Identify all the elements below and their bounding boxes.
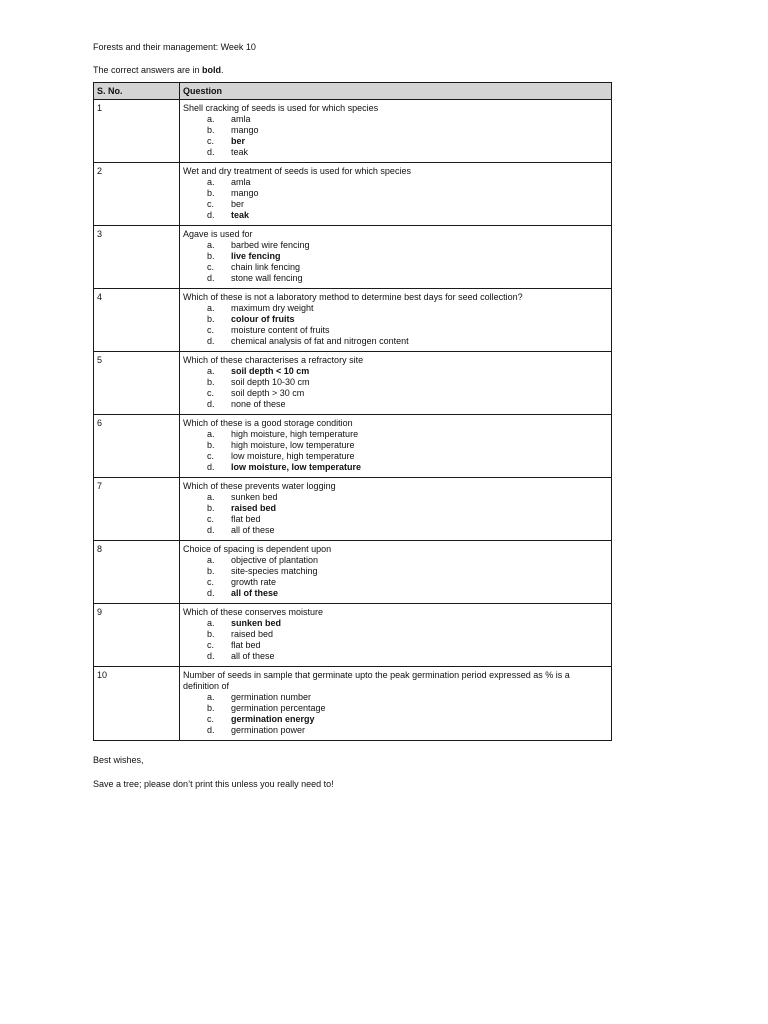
option-letter: b. xyxy=(207,377,215,387)
question-row xyxy=(94,226,612,289)
question-text: Shell cracking of seeds is used for which species xyxy=(183,103,379,113)
question-row xyxy=(94,163,612,226)
question-row xyxy=(94,604,612,667)
correct-answer-option xyxy=(183,251,608,262)
correct-answer-option xyxy=(183,314,608,325)
correct-answer-option xyxy=(183,618,608,629)
answer-option xyxy=(183,399,608,410)
question-row xyxy=(94,289,612,352)
answer-option xyxy=(183,514,608,525)
correct-answer-option xyxy=(183,136,608,147)
question-serial-number: 7 xyxy=(94,478,180,541)
option-letter: d. xyxy=(207,651,215,661)
question-serial-number: 8 xyxy=(94,541,180,604)
answer-key-note-prefix: The correct answers are in xyxy=(93,65,203,75)
option-letter: b. xyxy=(207,440,215,450)
answer-option xyxy=(183,199,608,210)
question-serial-number: 6 xyxy=(94,415,180,478)
question-serial-number: 10 xyxy=(94,667,180,741)
answer-key-note-suffix: . xyxy=(221,65,224,75)
option-letter: c. xyxy=(207,262,215,272)
answer-options xyxy=(183,555,608,599)
question-serial-number: 5 xyxy=(94,352,180,415)
option-letter: c. xyxy=(207,640,215,650)
question-text: Which of these is a good storage condition xyxy=(183,418,353,428)
answer-option xyxy=(183,240,608,251)
option-letter: c. xyxy=(207,514,215,524)
answer-option xyxy=(183,114,608,125)
option-text: moisture content of fruits xyxy=(231,325,330,335)
option-letter: b. xyxy=(207,566,215,576)
question-text: Which of these conserves moisture xyxy=(183,607,324,617)
answer-key-note xyxy=(93,65,611,76)
answer-options xyxy=(183,692,608,736)
answer-options xyxy=(183,114,608,158)
option-text: objective of plantation xyxy=(231,555,319,565)
option-text: soil depth 10-30 cm xyxy=(231,377,310,387)
option-letter: d. xyxy=(207,588,215,598)
question-cell xyxy=(180,478,612,541)
answer-option xyxy=(183,651,608,662)
option-letter: a. xyxy=(207,240,215,250)
option-text: stone wall fencing xyxy=(231,273,303,283)
option-letter: d. xyxy=(207,725,215,735)
correct-answer-option xyxy=(183,210,608,221)
option-text: soil depth < 10 cm xyxy=(231,366,310,376)
option-letter: a. xyxy=(207,492,215,502)
option-letter: c. xyxy=(207,388,215,398)
option-letter: c. xyxy=(207,199,215,209)
option-text: mango xyxy=(231,188,259,198)
option-text: mango xyxy=(231,125,259,135)
question-cell xyxy=(180,289,612,352)
question-text: Which of these is not a laboratory method to determine best days for seed collection? xyxy=(183,292,523,302)
option-text: sunken bed xyxy=(231,618,282,628)
option-letter: a. xyxy=(207,177,215,187)
question-text: Which of these prevents water logging xyxy=(183,481,336,491)
answer-option xyxy=(183,725,608,736)
option-text: germination energy xyxy=(231,714,315,724)
option-text: low moisture, low temperature xyxy=(231,462,362,472)
correct-answer-option xyxy=(183,588,608,599)
closing-text: Best wishes, xyxy=(93,755,144,765)
question-serial-number: 1 xyxy=(94,100,180,163)
question-cell xyxy=(180,415,612,478)
question-row xyxy=(94,667,612,741)
document-title: Forests and their management: Week 10 xyxy=(93,42,256,52)
question-cell xyxy=(180,226,612,289)
questions-table xyxy=(93,82,612,741)
question-row xyxy=(94,541,612,604)
option-letter: b. xyxy=(207,125,215,135)
answer-option xyxy=(183,555,608,566)
question-serial-number: 9 xyxy=(94,604,180,667)
answer-options xyxy=(183,618,608,662)
correct-answer-option xyxy=(183,503,608,514)
header-serial-number: S. No. xyxy=(94,83,180,100)
option-letter: c. xyxy=(207,325,215,335)
question-text: Choice of spacing is dependent upon xyxy=(183,544,332,554)
answer-options xyxy=(183,177,608,221)
question-serial-number: 2 xyxy=(94,163,180,226)
option-text: chain link fencing xyxy=(231,262,301,272)
option-letter: a. xyxy=(207,114,215,124)
option-text: ber xyxy=(231,136,246,146)
option-letter: b. xyxy=(207,188,215,198)
header-question: Question xyxy=(180,83,612,100)
correct-answer-option xyxy=(183,366,608,377)
answer-option xyxy=(183,525,608,536)
option-letter: d. xyxy=(207,525,215,535)
option-letter: d. xyxy=(207,462,215,472)
answer-options xyxy=(183,429,608,473)
option-letter: c. xyxy=(207,714,215,724)
question-text: Agave is used for xyxy=(183,229,253,239)
option-text: teak xyxy=(231,147,249,157)
option-text: soil depth > 30 cm xyxy=(231,388,305,398)
answer-option xyxy=(183,325,608,336)
answer-option xyxy=(183,703,608,714)
answer-option xyxy=(183,451,608,462)
question-row xyxy=(94,100,612,163)
option-letter: b. xyxy=(207,251,215,261)
question-text: Number of seeds in sample that germinate upto the peak germination period expressed as % is a definition of xyxy=(183,670,570,691)
option-text: maximum dry weight xyxy=(231,303,314,313)
option-text: site-species matching xyxy=(231,566,318,576)
answer-option xyxy=(183,629,608,640)
option-text: all of these xyxy=(231,525,275,535)
answer-option xyxy=(183,429,608,440)
option-text: colour of fruits xyxy=(231,314,295,324)
answer-option xyxy=(183,492,608,503)
option-letter: c. xyxy=(207,136,215,146)
option-text: high moisture, high temperature xyxy=(231,429,359,439)
option-text: all of these xyxy=(231,651,275,661)
option-text: flat bed xyxy=(231,640,261,650)
option-text: amla xyxy=(231,114,251,124)
option-letter: c. xyxy=(207,451,215,461)
question-cell xyxy=(180,604,612,667)
answer-option xyxy=(183,440,608,451)
document-page xyxy=(93,42,611,790)
question-row xyxy=(94,352,612,415)
question-text: Which of these characterises a refractory site xyxy=(183,355,364,365)
option-letter: b. xyxy=(207,503,215,513)
option-text: teak xyxy=(231,210,250,220)
option-letter: d. xyxy=(207,399,215,409)
option-text: live fencing xyxy=(231,251,281,261)
answer-option xyxy=(183,336,608,347)
answer-option xyxy=(183,273,608,284)
answer-option xyxy=(183,377,608,388)
answer-option xyxy=(183,640,608,651)
question-serial-number: 3 xyxy=(94,226,180,289)
question-row xyxy=(94,478,612,541)
option-text: germination number xyxy=(231,692,312,702)
option-letter: b. xyxy=(207,629,215,639)
question-row xyxy=(94,415,612,478)
answer-option xyxy=(183,303,608,314)
answer-options xyxy=(183,492,608,536)
answer-option xyxy=(183,566,608,577)
option-text: barbed wire fencing xyxy=(231,240,310,250)
option-letter: d. xyxy=(207,210,215,220)
correct-answer-option xyxy=(183,462,608,473)
option-text: germination power xyxy=(231,725,306,735)
question-cell xyxy=(180,541,612,604)
answer-option xyxy=(183,125,608,136)
option-letter: a. xyxy=(207,429,215,439)
answer-option xyxy=(183,262,608,273)
questions-table-body xyxy=(94,100,612,741)
tagline-text: Save a tree; please don’t print this unless you really need to! xyxy=(93,779,334,789)
option-letter: d. xyxy=(207,273,215,283)
option-text: chemical analysis of fat and nitrogen content xyxy=(231,336,409,346)
option-letter: b. xyxy=(207,703,215,713)
option-text: raised bed xyxy=(231,503,277,513)
option-text: high moisture, low temperature xyxy=(231,440,355,450)
answer-key-note-bold: bold xyxy=(202,65,222,75)
option-text: amla xyxy=(231,177,251,187)
answer-options xyxy=(183,303,608,347)
option-letter: b. xyxy=(207,314,215,324)
option-letter: a. xyxy=(207,555,215,565)
option-letter: c. xyxy=(207,577,215,587)
option-letter: d. xyxy=(207,336,215,346)
option-text: germination percentage xyxy=(231,703,326,713)
option-text: growth rate xyxy=(231,577,277,587)
question-text: Wet and dry treatment of seeds is used for which species xyxy=(183,166,411,176)
answer-option xyxy=(183,177,608,188)
option-text: ber xyxy=(231,199,245,209)
option-text: flat bed xyxy=(231,514,261,524)
answer-options xyxy=(183,240,608,284)
answer-option xyxy=(183,188,608,199)
option-letter: a. xyxy=(207,366,215,376)
option-letter: d. xyxy=(207,147,215,157)
question-cell xyxy=(180,163,612,226)
option-text: none of these xyxy=(231,399,286,409)
question-cell xyxy=(180,100,612,163)
option-text: raised bed xyxy=(231,629,274,639)
option-letter: a. xyxy=(207,692,215,702)
answer-option xyxy=(183,388,608,399)
option-letter: a. xyxy=(207,303,215,313)
question-cell xyxy=(180,352,612,415)
question-cell xyxy=(180,667,612,741)
answer-option xyxy=(183,577,608,588)
answer-option xyxy=(183,692,608,703)
question-serial-number: 4 xyxy=(94,289,180,352)
answer-option xyxy=(183,147,608,158)
option-text: sunken bed xyxy=(231,492,278,502)
answer-options xyxy=(183,366,608,410)
correct-answer-option xyxy=(183,714,608,725)
option-letter: a. xyxy=(207,618,215,628)
table-header-row xyxy=(94,83,612,100)
option-text: low moisture, high temperature xyxy=(231,451,355,461)
option-text: all of these xyxy=(231,588,279,598)
